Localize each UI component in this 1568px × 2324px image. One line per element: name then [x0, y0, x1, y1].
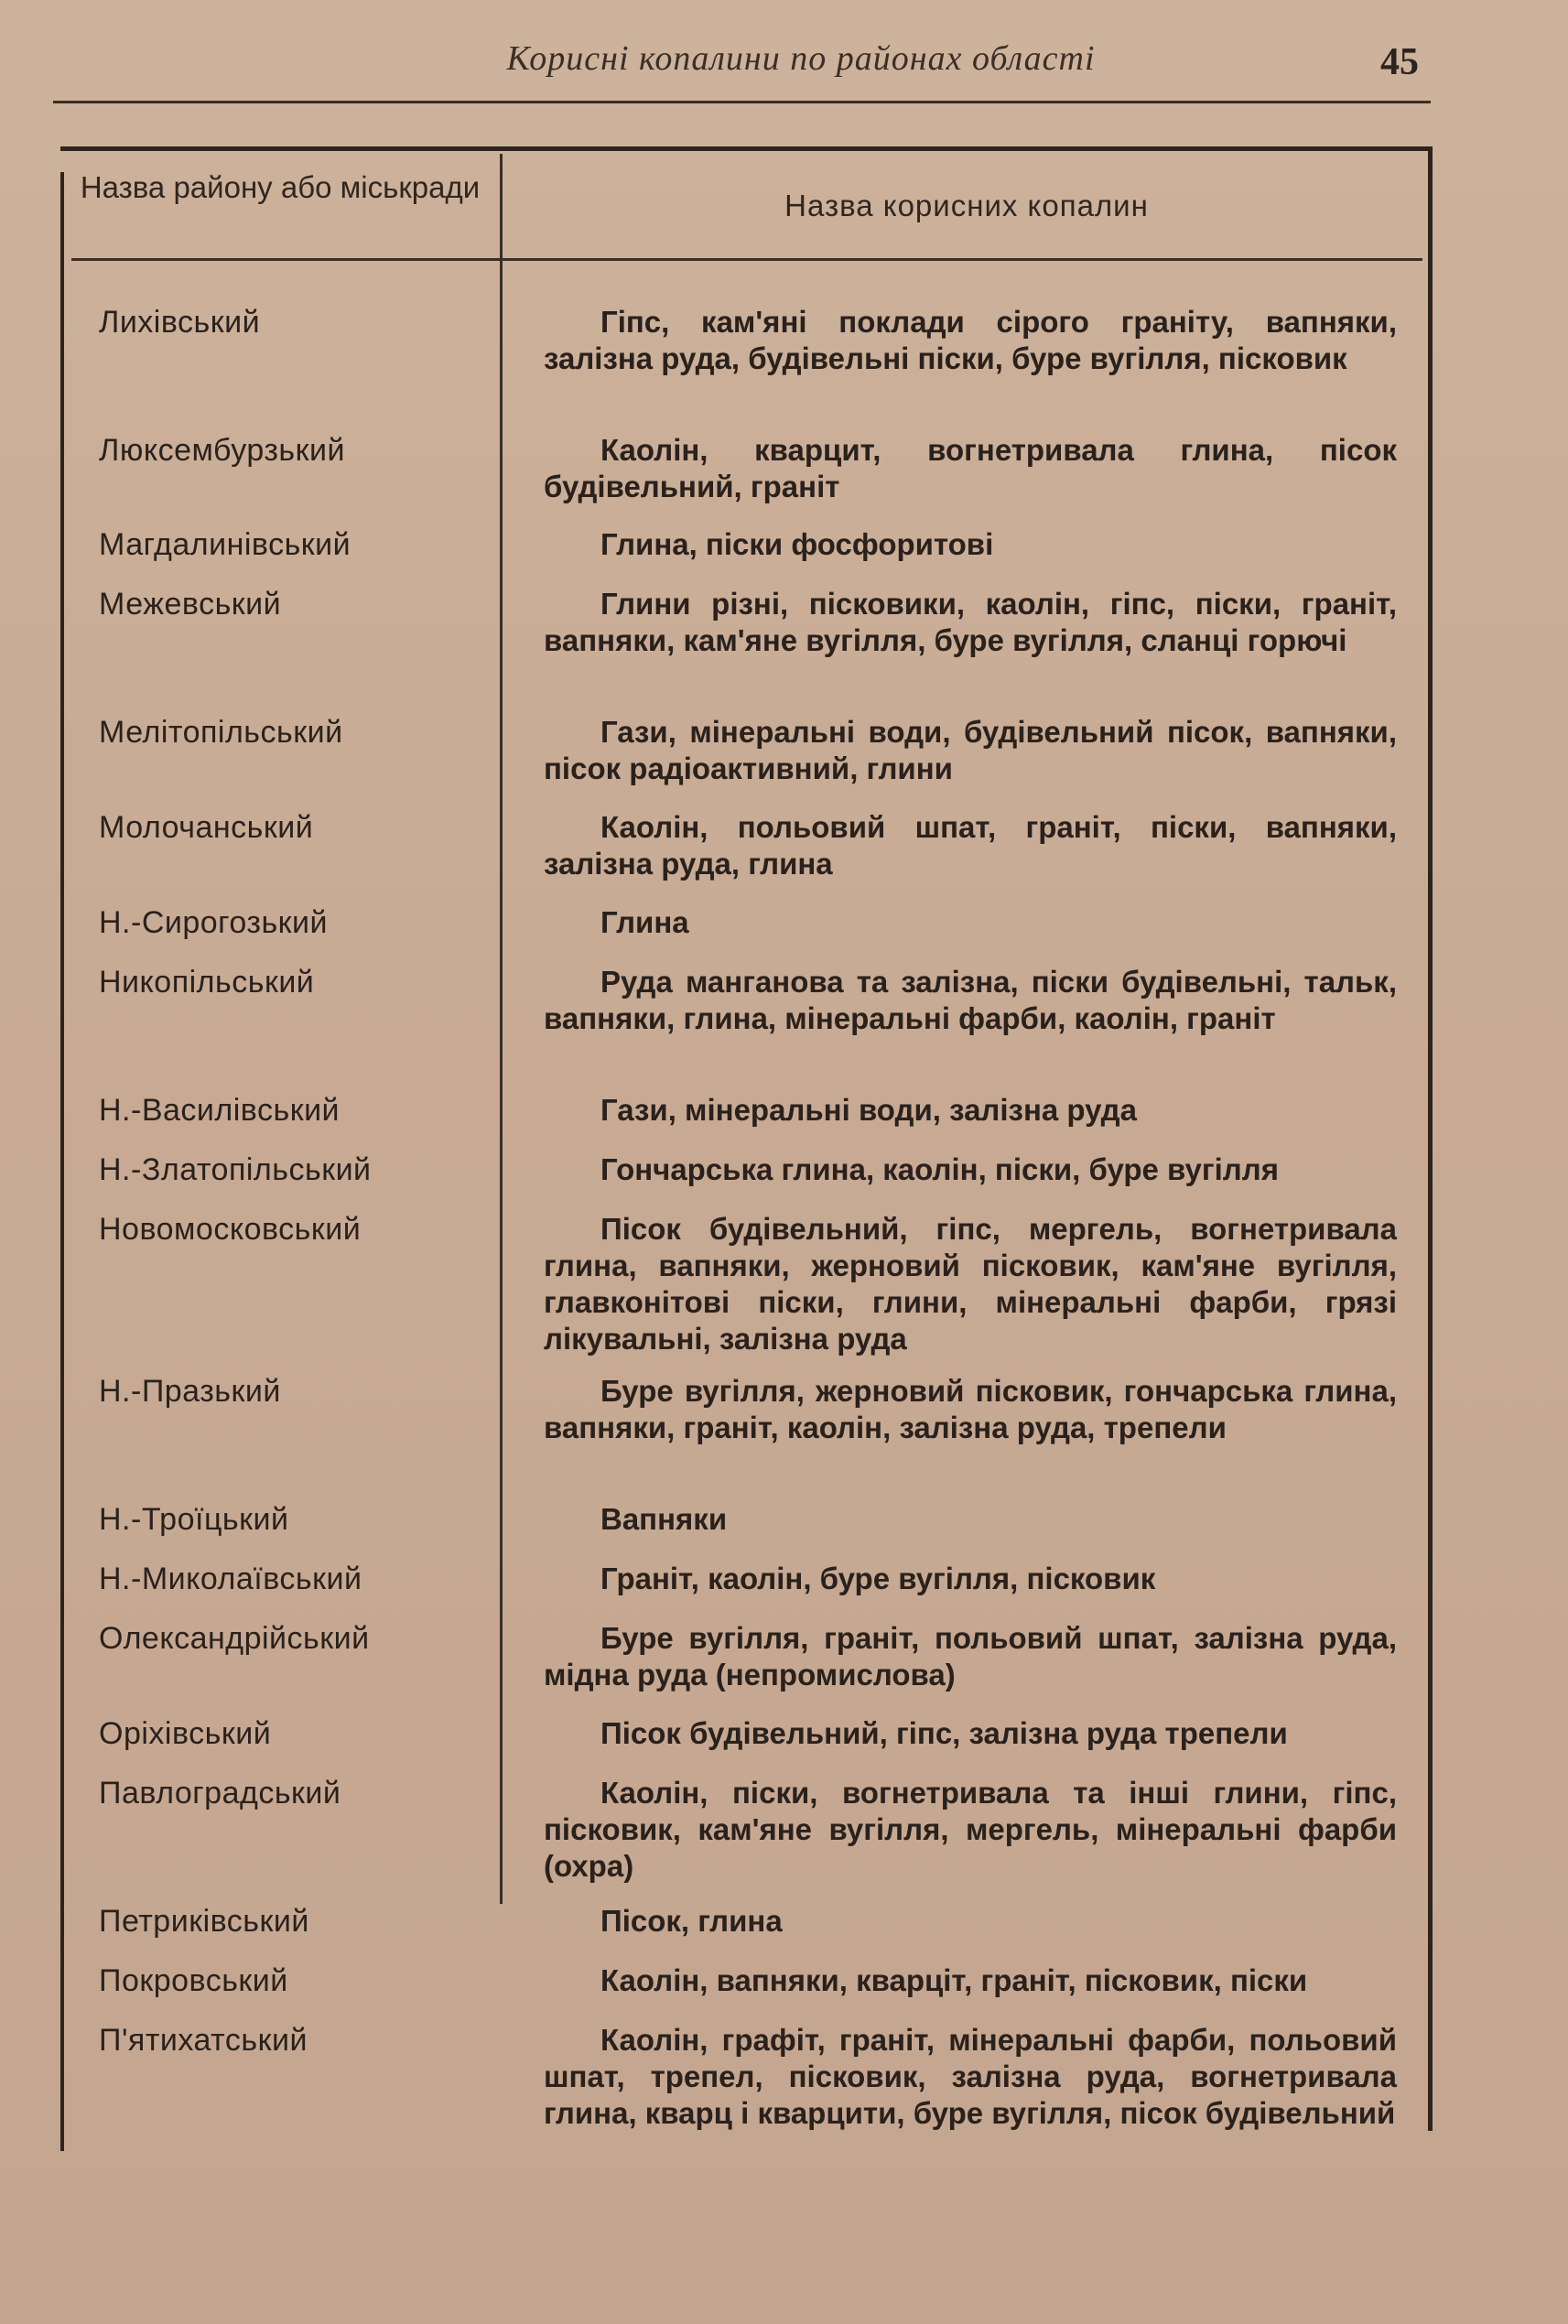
table-top-border: [60, 146, 1432, 151]
minerals-list: Гази, мінеральні води, залізна руда: [600, 1093, 1137, 1127]
column-header-district: Назва району або міськради: [80, 170, 481, 204]
district-name: Межевський: [99, 587, 282, 622]
table-left-border: [60, 172, 64, 2151]
minerals-list: Пісок, глина: [600, 1904, 783, 1938]
running-title: Корисні копалини по районах області: [506, 39, 1096, 78]
minerals-list: Гази, мінеральні води, будівельний пісок, вапняки, пісок радіоактивний, глини: [544, 715, 1397, 785]
minerals-list: Глина: [600, 905, 689, 939]
minerals-list: Руда манганова та залізна, піски будівельні, тальк, вапняки, глина, мінеральні фарби, каолін, граніт: [544, 965, 1397, 1035]
table-column-divider: [500, 154, 503, 1904]
minerals-list: Каолін, піски, вогнетривала та інші глини, гіпс, пісковик, кам'яне вугілля, мергель, мінеральні фарби (охра): [544, 1776, 1397, 1883]
district-name: Н.-Василівський: [99, 1093, 341, 1128]
district-name: Молочанський: [99, 810, 314, 845]
minerals-list: Каолін, графіт, граніт, мінеральні фарби, польовий шпат, трепел, пісковик, залізна руда, вогнетривала глина, кварц і кварцити, буре вугілля, пісок будівельний: [544, 2023, 1397, 2130]
district-name: Люксембурзький: [99, 433, 346, 468]
header-rule: [53, 101, 1431, 103]
district-name: Н.-Празький: [99, 1374, 281, 1409]
district-name: Н.-Златопільський: [99, 1152, 372, 1187]
district-name: Н.-Сирогозький: [99, 905, 329, 940]
district-name: Магдалинівський: [99, 527, 351, 562]
district-name: Петриківський: [99, 1904, 309, 1939]
minerals-list: Гончарська глина, каолін, піски, буре вугілля: [600, 1152, 1279, 1186]
district-name: Павлоградський: [99, 1776, 341, 1811]
district-name: П'ятихатський: [99, 2023, 308, 2058]
district-name: Оріхівський: [99, 1716, 272, 1751]
minerals-list: Каолін, вапняки, кварціт, граніт, пісковик, піски: [600, 1963, 1308, 1997]
column-header-minerals: Назва корисних копалин: [784, 189, 1149, 222]
district-name: Покровський: [99, 1963, 288, 1998]
minerals-list: Каолін, польовий шпат, граніт, піски, вапняки, залізна руда, глина: [544, 810, 1397, 881]
district-name: Новомосковський: [99, 1212, 362, 1247]
minerals-list: Пісок будівельний, гіпс, мергель, вогнетривала глина, вапняки, жерновий пісковик, кам'яне вугілля, главконітові піски, глини, мінеральні фарби, грязі лікувальні, залізна руда: [544, 1212, 1397, 1356]
district-name: Мелітопільський: [99, 715, 343, 750]
minerals-list: Глина, піски фосфоритові: [600, 527, 994, 561]
minerals-list: Буре вугілля, граніт, польовий шпат, залізна руда, мідна руда (непромислова): [544, 1621, 1397, 1692]
minerals-list: Вапняки: [600, 1502, 728, 1536]
minerals-list: Гіпс, кам'яні поклади сірого граніту, вапняки, залізна руда, будівельні піски, буре вугілля, пісковик: [544, 305, 1397, 375]
minerals-list: Буре вугілля, жерновий пісковик, гончарська глина, вапняки, граніт, каолін, залізна руда, трепели: [544, 1374, 1397, 1444]
district-name: Олександрійський: [99, 1621, 370, 1656]
table-right-border: [1428, 146, 1433, 2131]
district-name: Н.-Троїцький: [99, 1502, 289, 1537]
page-number: 45: [1380, 41, 1419, 83]
district-name: Н.-Миколаївський: [99, 1562, 362, 1596]
district-name: Лихівський: [99, 305, 261, 340]
minerals-list: Глини різні, пісковики, каолін, гіпс, піски, граніт, вапняки, кам'яне вугілля, буре вугілля, сланці горючі: [544, 587, 1397, 657]
minerals-list: Пісок будівельний, гіпс, залізна руда трепели: [600, 1716, 1288, 1750]
district-name: Никопільський: [99, 965, 315, 1000]
minerals-list: Граніт, каолін, буре вугілля, пісковик: [600, 1562, 1156, 1595]
table-header-divider: [71, 258, 1422, 261]
minerals-table: [60, 146, 1432, 2151]
minerals-list: Каолін, кварцит, вогнетривала глина, пісок будівельний, граніт: [544, 433, 1397, 503]
